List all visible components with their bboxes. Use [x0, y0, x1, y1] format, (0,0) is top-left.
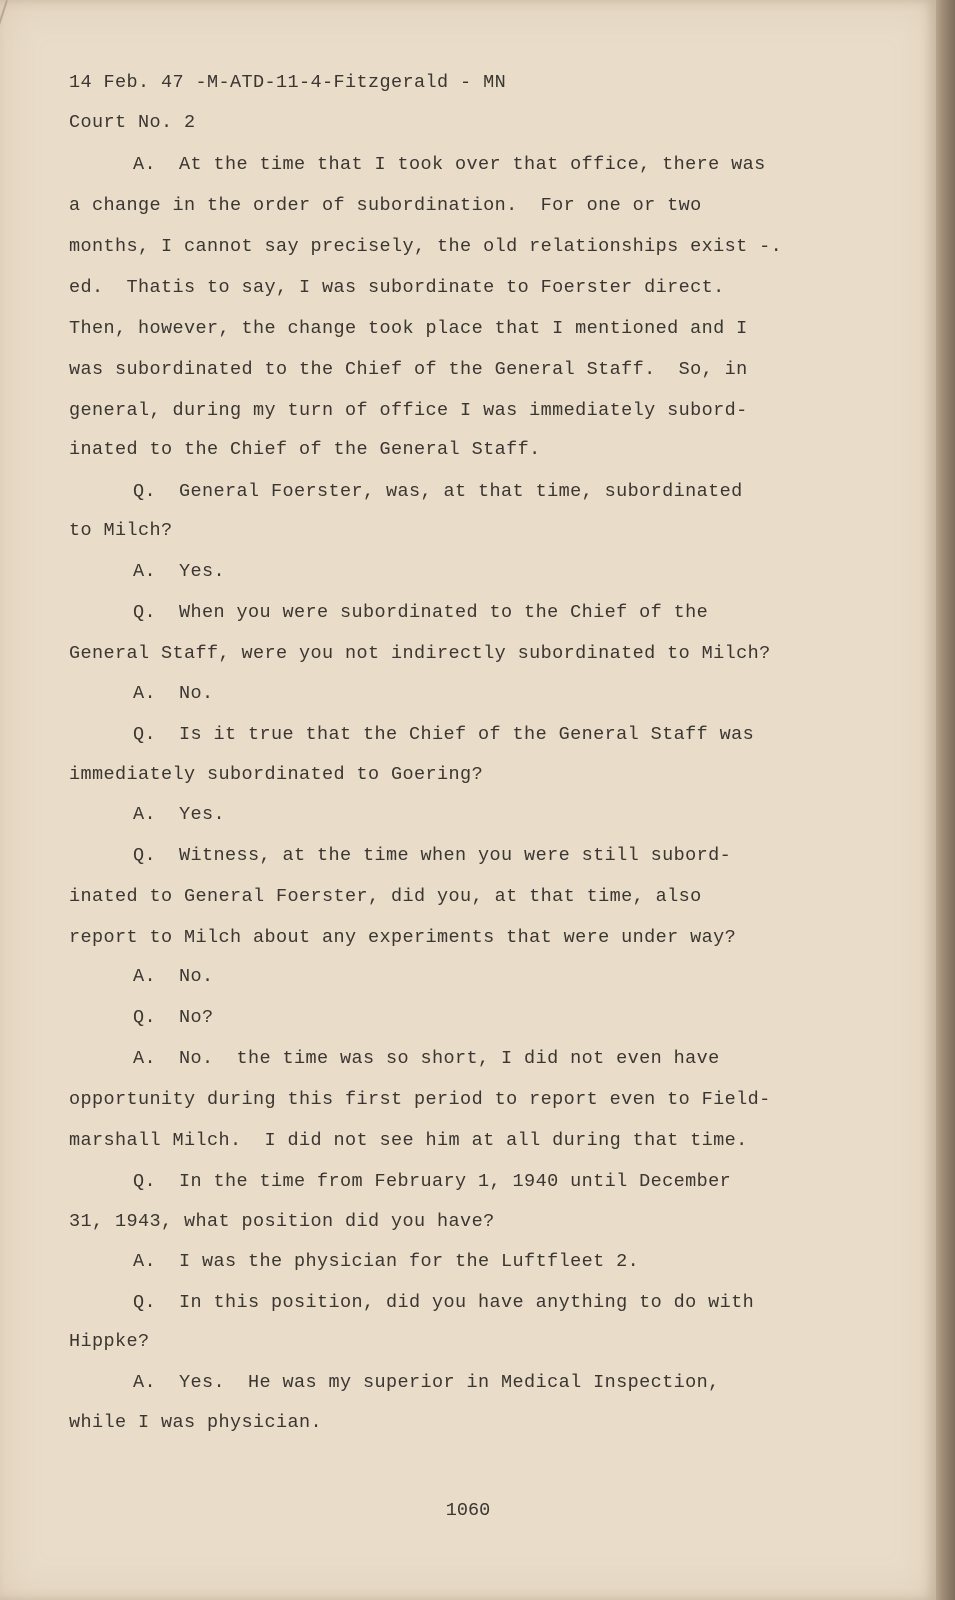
transcript-line: to Milch?: [69, 520, 173, 541]
transcript-line: A. At the time that I took over that office, there was: [133, 154, 766, 175]
transcript-line: Q. When you were subordinated to the Chief of the: [133, 602, 709, 623]
transcript-line: marshall Milch. I did not see him at all during that time.: [69, 1130, 748, 1151]
transcript-line: Q. Witness, at the time when you were still subord-: [133, 845, 732, 866]
transcript-line: immediately subordinated to Goering?: [69, 764, 484, 785]
header-line-1: 14 Feb. 47 -M-ATD-11-4-Fitzgerald - MN: [69, 72, 507, 93]
transcript-line: A. Yes. He was my superior in Medical Inspection,: [133, 1372, 720, 1393]
header-line-2: Court No. 2: [69, 112, 196, 133]
transcript-line: a change in the order of subordination. For one or two: [69, 195, 702, 216]
page-number: 1060: [445, 1500, 491, 1521]
transcript-line: Q. Is it true that the Chief of the General Staff was: [133, 724, 755, 745]
transcript-line: A. No. the time was so short, I did not even have: [133, 1048, 720, 1069]
transcript-line: was subordinated to the Chief of the General Staff. So, in: [69, 359, 748, 380]
transcript-line: Then, however, the change took place that I mentioned and I: [69, 318, 748, 339]
transcript-line: Q. In this position, did you have anything to do with: [133, 1292, 755, 1313]
transcript-line: while I was physician.: [69, 1412, 323, 1433]
transcript-line: A. No.: [133, 966, 214, 987]
transcript-line: A. Yes.: [133, 804, 226, 825]
transcript-line: Q. General Foerster, was, at that time, subordinated: [133, 481, 743, 502]
transcript-line: A. Yes.: [133, 561, 226, 582]
transcript-line: general, during my turn of office I was immediately subord-: [69, 400, 748, 421]
transcript-line: months, I cannot say precisely, the old relationships exist -.: [69, 236, 783, 257]
transcript-line: inated to the Chief of the General Staff.: [69, 439, 541, 460]
transcript-line: 31, 1943, what position did you have?: [69, 1211, 495, 1232]
transcript-line: Q. In the time from February 1, 1940 until December: [133, 1171, 732, 1192]
transcript-line: Hippke?: [69, 1331, 150, 1352]
transcript-line: Q. No?: [133, 1007, 214, 1028]
transcript-line: report to Milch about any experiments that were under way?: [69, 927, 737, 948]
transcript-line: ed. Thatis to say, I was subordinate to Foerster direct.: [69, 277, 725, 298]
pencil-mark: [0, 0, 8, 25]
transcript-line: General Staff, were you not indirectly subordinated to Milch?: [69, 643, 771, 664]
page-edge: [936, 0, 955, 1600]
transcript-line: A. No.: [133, 683, 214, 704]
transcript-line: A. I was the physician for the Luftfleet 2.: [133, 1251, 640, 1272]
transcript-line: opportunity during this first period to report even to Field-: [69, 1089, 771, 1110]
transcript-line: inated to General Foerster, did you, at that time, also: [69, 886, 702, 907]
